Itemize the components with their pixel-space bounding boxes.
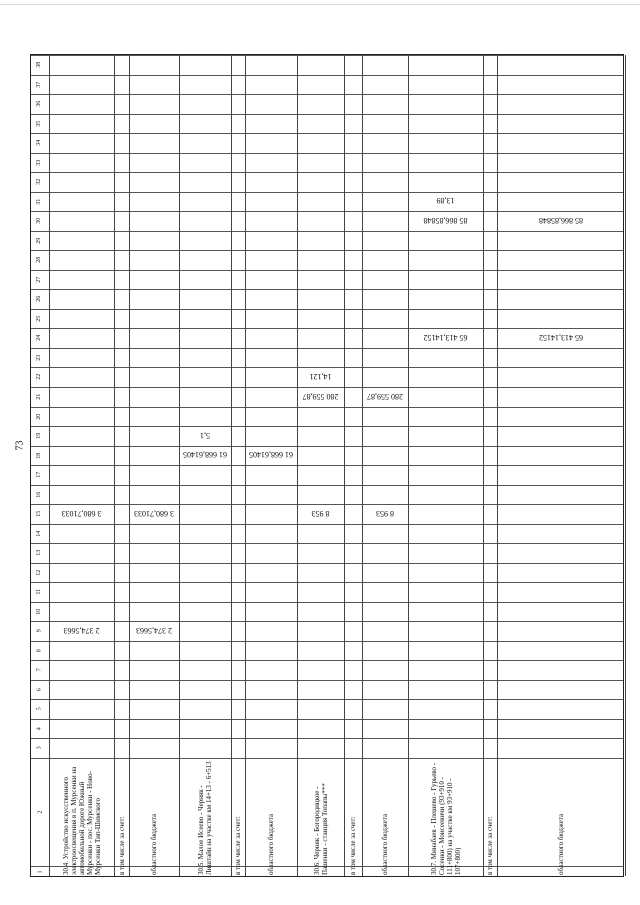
column-number: 21 bbox=[36, 393, 43, 400]
column-number: 7 bbox=[36, 668, 43, 672]
column-divider bbox=[31, 582, 623, 583]
cell-value: 280 559,87 bbox=[302, 391, 339, 401]
row-title: 30.6. Черняк - Богородицкое - Пашенки - станция Топапы*** bbox=[312, 783, 329, 875]
column-number: 34 bbox=[36, 139, 43, 146]
cell-value: 5,1 bbox=[200, 430, 210, 440]
column-divider bbox=[31, 699, 623, 700]
column-number: 9 bbox=[36, 629, 43, 633]
column-divider bbox=[31, 192, 623, 193]
cell-value: 8 953 bbox=[376, 508, 394, 518]
column-divider bbox=[31, 250, 623, 251]
row-title: 30.7. Минабаев - Плешево - Гурьево - Сосенки - Моисеевичи (93+910 - 111+800) на участке км 93+910 - 107+800) bbox=[429, 762, 462, 875]
column-divider bbox=[31, 172, 623, 173]
row-divider bbox=[49, 55, 50, 876]
column-divider bbox=[31, 426, 623, 427]
column-divider bbox=[31, 485, 623, 486]
column-number: 10 bbox=[36, 608, 43, 615]
column-number: 17 bbox=[36, 471, 43, 478]
column-divider bbox=[31, 621, 623, 622]
cell-value: 8 953 bbox=[311, 508, 330, 518]
column-number: 20 bbox=[36, 413, 43, 420]
column-divider bbox=[31, 94, 623, 95]
column-divider bbox=[31, 133, 623, 134]
column-number: 33 bbox=[36, 159, 43, 166]
column-number: 8 bbox=[36, 649, 43, 653]
column-divider bbox=[31, 504, 623, 505]
column-number: 4 bbox=[36, 727, 43, 731]
column-number: 29 bbox=[36, 237, 43, 244]
cell-value: 280 559,87 bbox=[367, 391, 403, 401]
row-divider bbox=[129, 55, 130, 876]
column-number: 26 bbox=[36, 296, 43, 303]
row-subtitle: в том числе за счет: bbox=[117, 816, 126, 875]
cell-value: 61 668,61405 bbox=[183, 450, 227, 460]
column-number: 31 bbox=[36, 198, 43, 205]
row-divider bbox=[245, 55, 246, 876]
column-divider bbox=[31, 543, 623, 544]
cell-value: 13,89 bbox=[436, 196, 455, 206]
column-number: 11 bbox=[36, 589, 43, 595]
cell-value: 14,121 bbox=[309, 372, 332, 382]
column-divider bbox=[31, 719, 623, 720]
column-number: 25 bbox=[36, 315, 43, 322]
column-divider bbox=[31, 114, 623, 115]
row-divider bbox=[362, 55, 363, 876]
row-subtitle: в том числе за счет: bbox=[349, 816, 357, 875]
column-divider bbox=[31, 738, 623, 739]
column-divider bbox=[31, 524, 623, 525]
column-number: 2 bbox=[37, 810, 43, 814]
column-divider bbox=[31, 387, 623, 388]
column-number: 28 bbox=[36, 257, 43, 264]
column-number: 3 bbox=[36, 746, 43, 750]
row-title: 30.4. Устройство искусственного электроосвещения в п. Мурсенки на автомобильной дороге Южный Мурсенки - пос. Мурсенки - Ново-Мурсенки Тип-Шимского bbox=[61, 766, 102, 875]
column-number: 36 bbox=[36, 100, 43, 107]
column-number: 5 bbox=[36, 707, 43, 711]
row-divider bbox=[179, 55, 180, 876]
row-divider bbox=[297, 55, 298, 876]
cell-value: 65 413,14152 bbox=[423, 333, 468, 343]
column-divider bbox=[31, 55, 623, 56]
row-divider bbox=[114, 55, 115, 876]
column-number: 12 bbox=[36, 569, 43, 576]
cell-value: 2 374,5663 bbox=[63, 626, 100, 636]
column-number: 27 bbox=[36, 276, 43, 283]
column-divider bbox=[31, 680, 623, 681]
cell-value: 3 680,71033 bbox=[61, 508, 102, 518]
row-budget-label: областного бюджета bbox=[381, 814, 389, 875]
column-number: 32 bbox=[36, 178, 43, 185]
column-divider bbox=[31, 407, 623, 408]
column-number: 35 bbox=[36, 120, 43, 127]
row-divider bbox=[408, 55, 409, 876]
column-divider bbox=[31, 153, 623, 154]
column-number: 6 bbox=[36, 688, 43, 692]
column-divider bbox=[31, 309, 623, 310]
cell-value: 65 413,14152 bbox=[539, 333, 583, 343]
column-divider bbox=[31, 289, 623, 290]
row-divider bbox=[483, 55, 484, 876]
row-budget-label: областного бюджета bbox=[557, 814, 565, 875]
column-number: 16 bbox=[36, 491, 43, 498]
column-divider bbox=[31, 660, 623, 661]
column-number: 13 bbox=[36, 549, 43, 556]
column-number: 23 bbox=[36, 354, 43, 361]
cell-value: 85 866,85848 bbox=[423, 215, 468, 225]
row-budget-label: областного бюджета bbox=[267, 814, 275, 875]
column-divider bbox=[31, 211, 623, 212]
cell-value: 3 680,71033 bbox=[134, 508, 174, 518]
column-number: 37 bbox=[36, 81, 43, 88]
column-number: 19 bbox=[36, 432, 43, 439]
column-divider bbox=[31, 367, 623, 368]
column-number: 24 bbox=[36, 335, 43, 342]
row-divider bbox=[231, 55, 232, 876]
column-divider bbox=[31, 446, 623, 447]
row-budget-label: областного бюджета bbox=[150, 814, 158, 875]
cell-value: 85 866,85848 bbox=[539, 215, 583, 225]
column-divider bbox=[31, 270, 623, 271]
row-divider bbox=[625, 55, 626, 876]
column-number: 30 bbox=[36, 217, 43, 224]
column-divider bbox=[31, 641, 623, 642]
column-number: 15 bbox=[36, 510, 43, 517]
row-subtitle: в том числе за счет: bbox=[234, 816, 242, 875]
column-number: 22 bbox=[36, 374, 43, 381]
column-divider bbox=[31, 465, 623, 466]
row-divider bbox=[497, 55, 498, 876]
column-number: 14 bbox=[36, 530, 43, 537]
column-number: 38 bbox=[36, 61, 43, 68]
page-number: 73 bbox=[14, 440, 26, 451]
data-table bbox=[30, 54, 624, 877]
column-divider bbox=[31, 75, 623, 76]
row-divider bbox=[344, 55, 345, 876]
column-divider bbox=[31, 563, 623, 564]
cell-value: 2 374,5663 bbox=[136, 626, 172, 636]
column-number: 1 bbox=[37, 870, 43, 874]
row-title: 30.5. Малое Исеево - Черняк - Лиштайн на участке км 14+13 - 6+513 bbox=[197, 761, 213, 875]
cell-value: 61 668,61405 bbox=[249, 450, 293, 460]
column-divider bbox=[31, 231, 623, 232]
row-subtitle: в том числе за счет: bbox=[486, 816, 494, 875]
column-divider bbox=[31, 602, 623, 603]
column-divider bbox=[31, 328, 623, 329]
column-number: 18 bbox=[36, 452, 43, 459]
column-divider bbox=[31, 348, 623, 349]
scan-edge-line bbox=[0, 4, 640, 5]
